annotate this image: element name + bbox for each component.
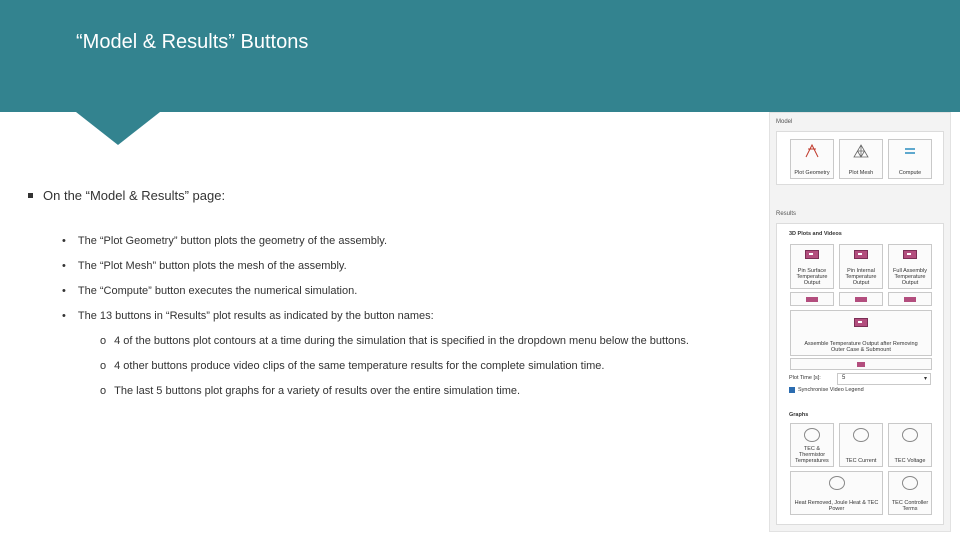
bullet-text: The “Compute” button executes the numerical simulation. bbox=[77, 285, 358, 297]
graphs-title: Graphs bbox=[789, 412, 809, 418]
plot-icon bbox=[903, 250, 917, 259]
button-label: Compute bbox=[898, 170, 922, 176]
button-label: TEC Voltage bbox=[894, 458, 926, 464]
sub-bullet-marker: o bbox=[100, 360, 107, 372]
bullet-2 bbox=[62, 260, 347, 272]
intro-bullet bbox=[28, 188, 225, 203]
assembly-removed-case-button[interactable] bbox=[790, 310, 932, 356]
header-notch bbox=[76, 112, 160, 145]
sync-legend-label: Synchronise Video Legend bbox=[798, 387, 864, 393]
tec-thermistor-temp-button[interactable] bbox=[790, 423, 834, 467]
equals-icon bbox=[903, 146, 917, 156]
sync-legend-checkbox[interactable] bbox=[789, 387, 795, 393]
bullet-4 bbox=[62, 310, 434, 322]
plot-icon bbox=[854, 318, 868, 327]
tec-current-button[interactable] bbox=[839, 423, 883, 467]
video-icon bbox=[806, 297, 818, 302]
bullet-text: The “Plot Geometry” button plots the geometry of the assembly. bbox=[77, 235, 388, 247]
sub-bullet-text: 4 other buttons produce video clips of the same temperature results for the complete simulation time. bbox=[114, 360, 605, 372]
bullet-3 bbox=[62, 285, 357, 297]
chevron-down-icon: ▾ bbox=[923, 376, 927, 382]
graph-icon bbox=[804, 428, 820, 442]
results-section-label: Results bbox=[776, 211, 797, 217]
square-bullet-icon bbox=[28, 193, 33, 198]
results-section bbox=[776, 223, 944, 525]
app-panel bbox=[769, 112, 951, 532]
sub-bullet-2 bbox=[100, 360, 604, 372]
button-label: Heat Removed, Joule Heat & TEC Power bbox=[794, 500, 879, 512]
plot-icon bbox=[854, 250, 868, 259]
bullet-marker: • bbox=[62, 285, 66, 297]
video-icon bbox=[904, 297, 916, 302]
model-section-label: Model bbox=[776, 119, 793, 125]
intro-text: On the “Model & Results” page: bbox=[43, 188, 226, 203]
tec-voltage-button[interactable] bbox=[888, 423, 932, 467]
button-label: Plot Geometry bbox=[794, 170, 830, 176]
heat-removed-power-button[interactable] bbox=[790, 471, 883, 515]
graph-icon bbox=[853, 428, 869, 442]
pin-surface-video-button[interactable] bbox=[790, 292, 834, 306]
button-label: TEC Current bbox=[845, 458, 877, 464]
full-assembly-temp-button[interactable] bbox=[888, 244, 932, 289]
slide-header bbox=[0, 0, 960, 112]
compute-button[interactable] bbox=[888, 139, 932, 179]
video-icon bbox=[857, 362, 865, 367]
tec-controller-terms-button[interactable] bbox=[888, 471, 932, 515]
sub-bullet-marker: o bbox=[100, 385, 107, 397]
bullet-text: The “Plot Mesh” button plots the mesh of the assembly. bbox=[77, 260, 347, 272]
assembly-removed-case-video-button[interactable] bbox=[790, 358, 932, 370]
bullet-marker: • bbox=[62, 310, 66, 322]
slide-title: “Model & Results” Buttons bbox=[76, 31, 309, 53]
plot-geometry-button[interactable] bbox=[790, 139, 834, 179]
full-assembly-video-button[interactable] bbox=[888, 292, 932, 306]
bullet-text: The 13 buttons in “Results” plot results as indicated by the button names: bbox=[77, 310, 434, 322]
sub-bullet-1 bbox=[100, 335, 689, 347]
bullet-marker: • bbox=[62, 260, 66, 272]
button-label: Pin Internal Temperature Output bbox=[845, 268, 877, 286]
graph-icon bbox=[902, 476, 918, 490]
button-label: Pin Surface Temperature Output bbox=[796, 268, 828, 286]
plot-mesh-button[interactable] bbox=[839, 139, 883, 179]
button-label: TEC Controller Terms bbox=[891, 500, 929, 512]
sub-bullet-text: 4 of the buttons plot contours at a time during the simulation that is specified in the dropdown menu below the buttons. bbox=[114, 335, 689, 347]
bullet-1 bbox=[62, 235, 387, 247]
pin-surface-temp-button[interactable] bbox=[790, 244, 834, 289]
button-label: TEC & Thermistor Temperatures bbox=[795, 446, 829, 464]
mesh-icon bbox=[853, 144, 869, 158]
pin-internal-video-button[interactable] bbox=[839, 292, 883, 306]
plot-time-label: Plot Time [s]: bbox=[789, 375, 821, 381]
graph-icon bbox=[829, 476, 845, 490]
plot-time-dropdown[interactable] bbox=[837, 373, 931, 385]
model-section bbox=[776, 131, 944, 185]
plot-time-value: 5 bbox=[842, 375, 846, 381]
button-label: Assemble Temperature Output after Removing Outer Case & Submount bbox=[804, 341, 918, 353]
pin-internal-temp-button[interactable] bbox=[839, 244, 883, 289]
video-icon bbox=[855, 297, 867, 302]
plots-videos-title: 3D Plots and Videos bbox=[789, 231, 842, 237]
button-label: Full Assembly Temperature Output bbox=[893, 268, 927, 286]
sub-bullet-3 bbox=[100, 385, 520, 397]
button-label: Plot Mesh bbox=[848, 170, 874, 176]
plot-icon bbox=[805, 250, 819, 259]
geometry-icon bbox=[804, 143, 820, 159]
graph-icon bbox=[902, 428, 918, 442]
bullet-marker: • bbox=[62, 235, 66, 247]
sub-bullet-text: The last 5 buttons plot graphs for a variety of results over the entire simulation time. bbox=[114, 385, 521, 397]
sub-bullet-marker: o bbox=[100, 335, 107, 347]
